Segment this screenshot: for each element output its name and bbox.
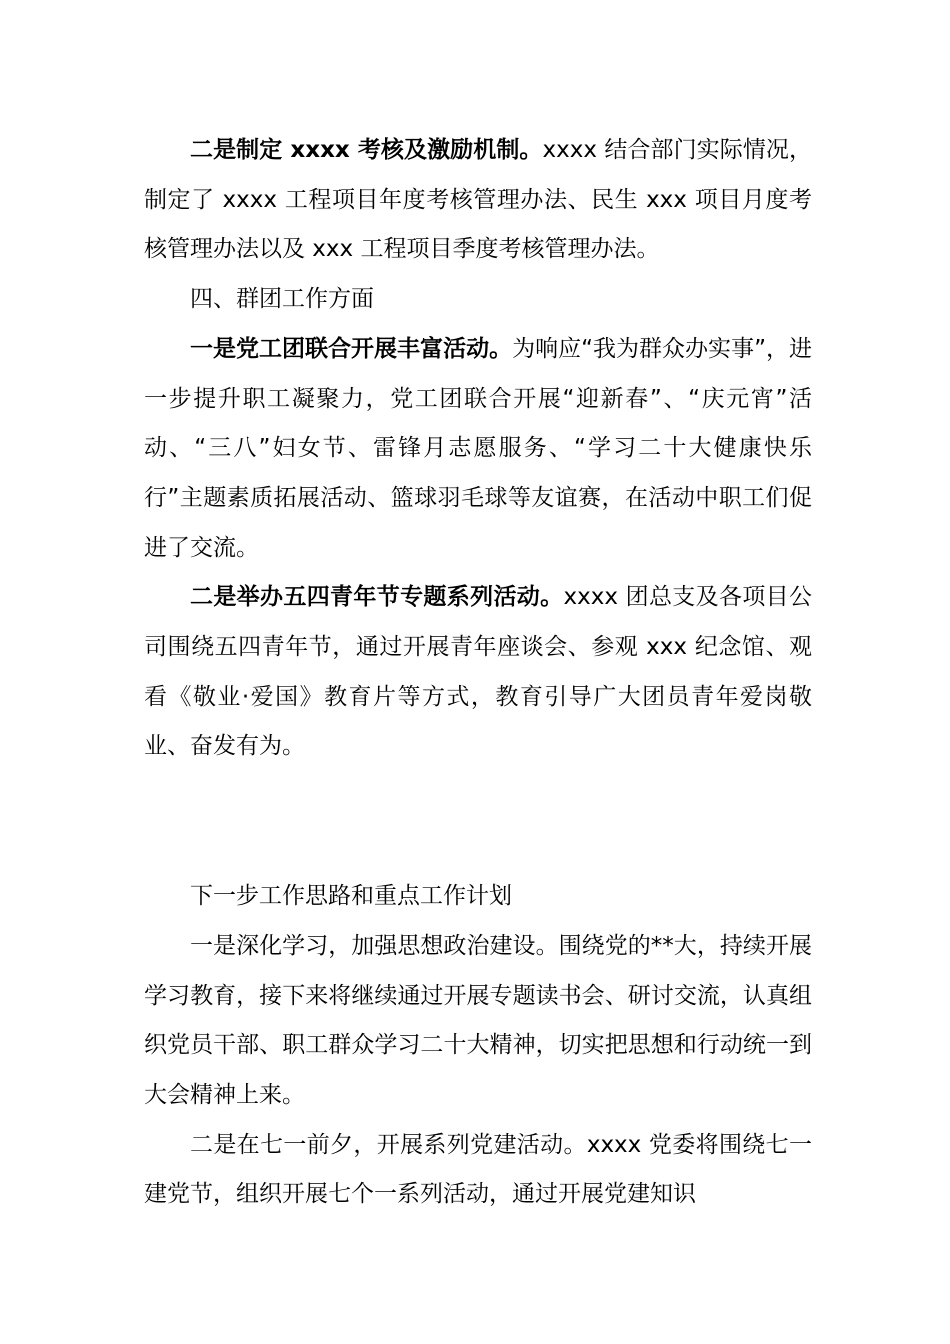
paragraph-body: 二是在七一前夕，开展系列党建活动。xxxx 党委将围绕七一建党节，组织开展七个一系列活动，通过开展党建知识: [144, 1131, 812, 1208]
paragraph-lead: 二是制定 xxxx 考核及激励机制。: [190, 137, 543, 163]
section-heading-next-steps: 下一步工作思路和重点工作计划: [190, 883, 512, 910]
section-spacer: [144, 772, 812, 872]
paragraph-body: xxxx 团总支及各项目公司围绕五四青年节，通过开展青年座谈会、参观 xxx 纪念馆、观看《敬业·爱国》教育片等方式，教育引导广大团员青年爱岗敬业、奋发有为。: [144, 584, 813, 760]
paragraph-deepen-study: [144, 922, 812, 1121]
paragraph-body: 一是深化学习，加强思想政治建设。围绕党的**大，持续开展学习教育，接下来将继续通过开展专题读书会、研讨交流，认真组织党员干部、职工群众学习二十大精神，切实把思想和行动统一到大会精神上来。: [144, 932, 812, 1108]
paragraph-lead: 二是举办五四青年节专题系列活动。: [190, 584, 564, 611]
paragraph-body: 为响应“我为群众办实事”，进一步提升职工凝聚力，党工团联合开展“迎新春”、“庆元宵”活动、“三八”妇女节、雷锋月志愿服务、“学习二十大健康快乐行”主题素质拓展活动、篮球羽毛球等友谊赛，在活动中职工们促进了交流。: [144, 335, 813, 561]
paragraph-youth-day: [144, 573, 812, 772]
paragraph-assessment-mechanism: [144, 126, 812, 275]
document-page: [144, 126, 812, 1220]
paragraph-joint-activities: [144, 325, 812, 574]
paragraph-body: xxxx 结合部门实际情况，制定了 xxxx 工程项目年度考核管理办法、民生 xxx 项目月度考核管理办法以及 xxx 工程项目季度考核管理办法。: [144, 137, 812, 263]
paragraph-july-first: [144, 1121, 812, 1220]
paragraph-lead: 一是党工团联合开展丰富活动。: [190, 335, 513, 362]
section-heading-mass-organization: 四、群团工作方面: [190, 286, 374, 313]
